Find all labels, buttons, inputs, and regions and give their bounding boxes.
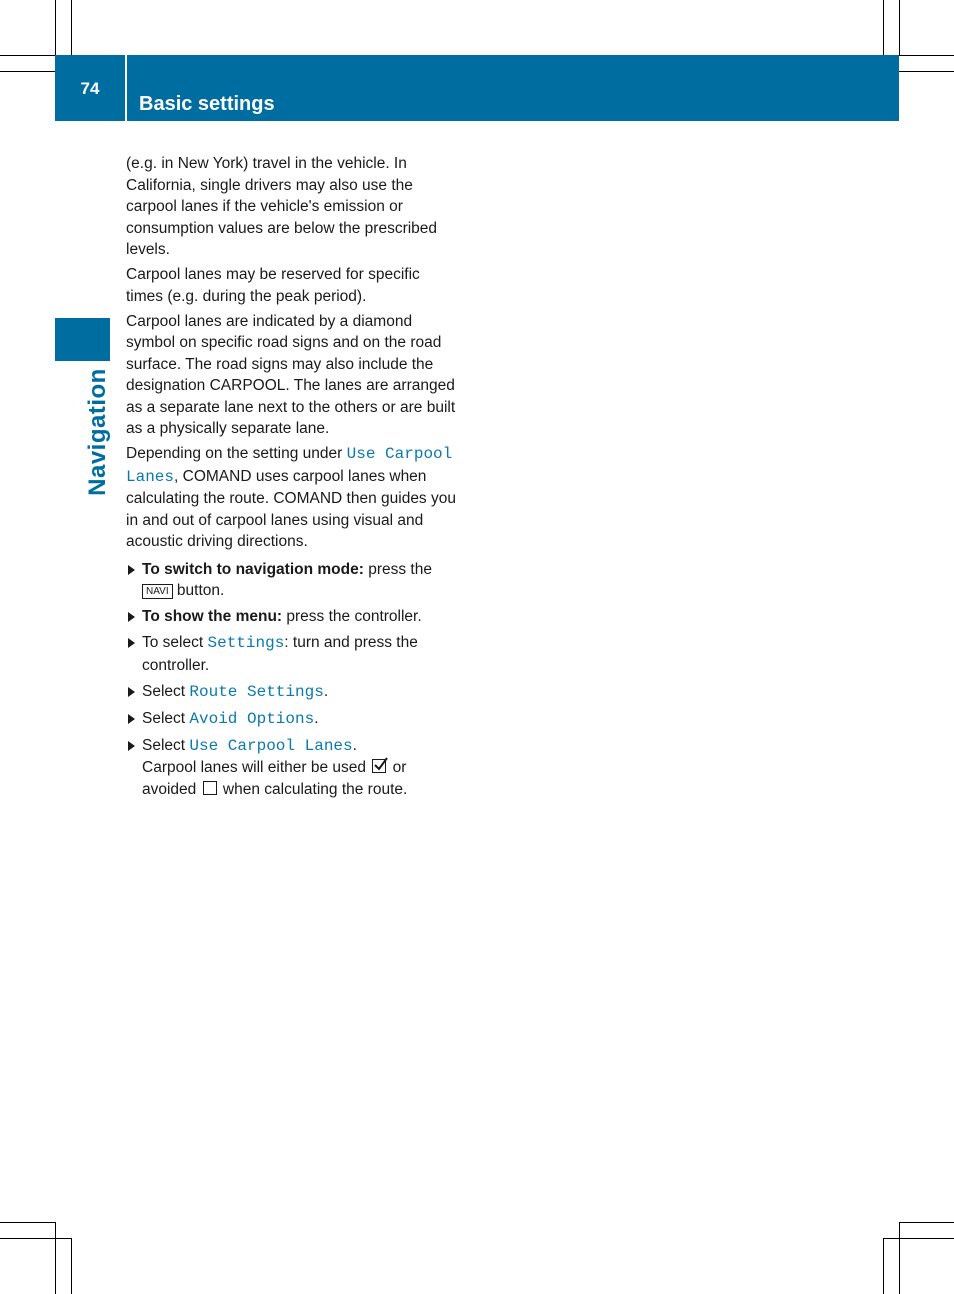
text: , COMAND uses carpool lanes when calculating the route. COMAND then guides you in and out of carpool lanes using visual and acoustic driving directions. [126, 467, 456, 550]
crop-mark [883, 0, 884, 55]
arrow-icon [128, 687, 135, 697]
unchecked-checkbox-icon [203, 781, 217, 795]
side-tab-marker [55, 318, 110, 361]
list-item [126, 632, 460, 676]
side-tab-label: Navigation [84, 368, 111, 496]
crop-mark [883, 1238, 954, 1239]
menu-item-use-carpool-lanes: Use Carpool Lanes [189, 736, 353, 755]
main-content [126, 153, 460, 805]
list-item [126, 708, 460, 731]
arrow-icon [128, 714, 135, 724]
paragraph: (e.g. in New York) travel in the vehicle. In California, single drivers may also use the carpool lanes if the vehicle's emission or consumption values are below the prescribed levels. [126, 155, 438, 258]
header-divider [125, 55, 127, 121]
text: press the controller. [282, 608, 422, 625]
crop-mark [899, 1222, 954, 1223]
arrow-icon [128, 612, 135, 622]
text: Select [142, 736, 190, 754]
menu-item-avoid-options: Avoid Options [189, 709, 315, 728]
menu-item-settings: Settings [207, 634, 285, 652]
text: button. [172, 582, 225, 599]
text: . [352, 736, 357, 754]
checked-checkbox-icon [372, 759, 386, 773]
crop-mark [0, 71, 55, 72]
section-title-text: Basic settings [139, 93, 275, 115]
text: Carpool lanes will either be used [142, 759, 371, 776]
text: . [314, 709, 319, 727]
text: or avoided [142, 759, 407, 798]
crop-mark [899, 1222, 900, 1294]
crop-mark [899, 71, 954, 72]
page-number: 74 [80, 79, 100, 98]
menu-item-use-carpool-lanes: Use Carpool Lanes [126, 445, 453, 486]
menu-item-route-settings: Route Settings [189, 682, 324, 701]
paragraph: Carpool lanes are indicated by a diamond symbol on specific road signs and on the road surface. The road signs may also include the designation CARPOOL. The lanes are arranged as a separate lane next to the others or are built as a physically separate lane. [126, 312, 456, 437]
instruction-list [126, 559, 460, 801]
arrow-icon [128, 565, 135, 575]
crop-mark [0, 1222, 55, 1223]
text: : turn and press the controller. [142, 634, 418, 674]
paragraph [126, 443, 460, 553]
text: when calculating the route. [218, 780, 408, 798]
text: Select [142, 709, 190, 727]
text: press the [363, 560, 432, 578]
step-title: To switch to navigation mode: [142, 560, 364, 578]
crop-mark [883, 1238, 884, 1294]
crop-mark [899, 55, 954, 56]
crop-mark [899, 0, 900, 55]
text: Select [142, 682, 190, 700]
navi-key-icon: NAVI [142, 584, 173, 599]
crop-mark [0, 55, 55, 56]
crop-mark [55, 1222, 56, 1294]
text: Depending on the setting under [126, 445, 347, 462]
text: . [323, 682, 329, 700]
list-item [126, 681, 460, 704]
list-item [126, 606, 460, 628]
text: To select [142, 634, 208, 651]
arrow-icon [128, 638, 135, 648]
list-item [126, 559, 460, 602]
list-item [126, 735, 460, 801]
crop-mark [71, 0, 72, 55]
step-title: To show the menu: [142, 608, 283, 625]
crop-mark [55, 0, 56, 55]
arrow-icon [128, 741, 135, 751]
paragraph: Carpool lanes may be reserved for specific times (e.g. during the peak period). [126, 266, 420, 305]
crop-mark [0, 1238, 71, 1239]
crop-mark [71, 1238, 72, 1294]
